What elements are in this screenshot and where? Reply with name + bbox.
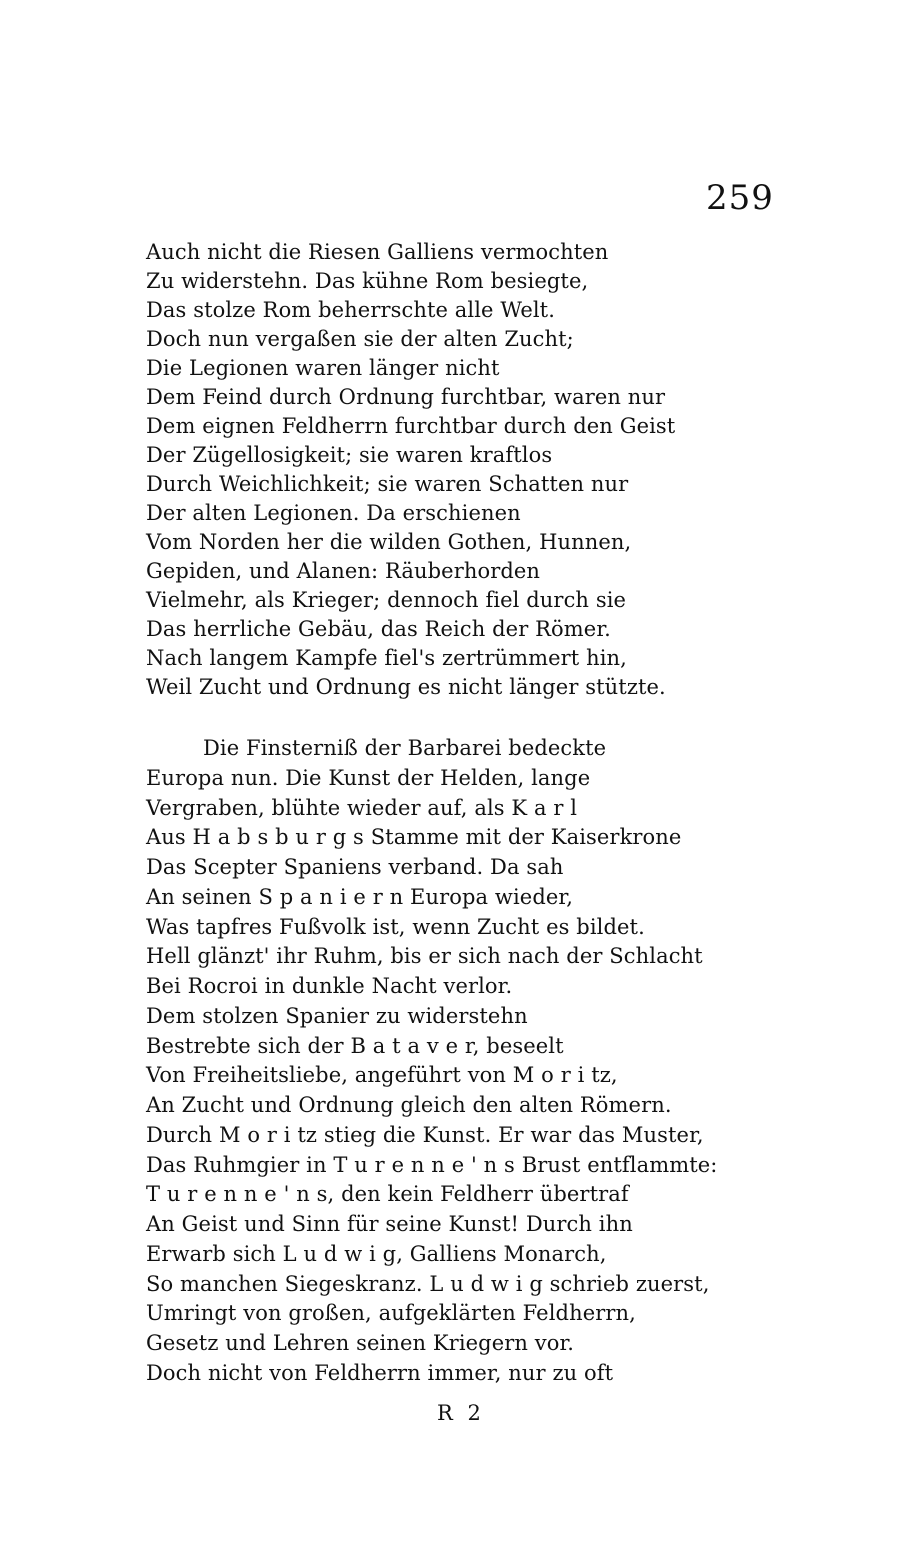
verse-line: Nach langem Kampfe fiel's zertrümmert hin, [146, 646, 627, 670]
signature-mark: R 2 [437, 1401, 485, 1425]
verse-line: T u r e n n e ' n s, den kein Feldherr übertraf [146, 1182, 629, 1206]
verse-line: Der alten Legionen. Da erschienen [146, 501, 521, 525]
verse-line: Das Ruhmgier in T u r e n n e ' n s Brust entflammte: [146, 1153, 718, 1177]
verse-line: So manchen Siegeskranz. L u d w i g schrieb zuerst, [146, 1272, 710, 1296]
verse-line: Vielmehr, als Krieger; dennoch fiel durch sie [146, 588, 627, 612]
verse-line: Erwarb sich L u d w i g, Galliens Monarch, [146, 1242, 607, 1266]
verse-line: Das Scepter Spaniens verband. Da sah [146, 855, 564, 879]
verse-line: Bestrebte sich der B a t a v e r, beseelt [146, 1034, 564, 1058]
verse-line: Von Freiheitsliebe, angeführt von M o r i tz, [146, 1063, 618, 1087]
verse-line: Europa nun. Die Kunst der Helden, lange [146, 766, 591, 790]
page-number: 259 [706, 178, 774, 218]
verse-line: Was tapfres Fußvolk ist, wenn Zucht es bildet. [146, 915, 645, 939]
verse-line: Weil Zucht und Ordnung es nicht länger stützte. [146, 675, 666, 699]
verse-line: Gesetz und Lehren seinen Kriegern vor. [146, 1331, 575, 1355]
verse-line: Hell glänzt' ihr Ruhm, bis er sich nach der Schlacht [146, 944, 703, 968]
verse-line: Dem stolzen Spanier zu widerstehn [146, 1004, 528, 1028]
verse-line: Der Zügellosigkeit; sie waren kraftlos [146, 443, 553, 467]
verse-line: Die Legionen waren länger nicht [146, 356, 500, 380]
verse-line: Das stolze Rom beherrschte alle Welt. [146, 298, 555, 322]
verse-line: Auch nicht die Riesen Galliens vermochten [146, 240, 609, 264]
verse-line: Vergraben, blühte wieder auf, als K a r l [146, 796, 578, 820]
verse-line: Die Finsterniß der Barbarei bedeckte [203, 736, 607, 760]
verse-line: Durch M o r i tz stieg die Kunst. Er war das Muster, [146, 1123, 704, 1147]
verse-line: Vom Norden her die wilden Gothen, Hunnen, [146, 530, 632, 554]
verse-line: Bei Rocroi in dunkle Nacht verlor. [146, 974, 513, 998]
verse-line: An seinen S p a n i e r n Europa wieder, [146, 885, 573, 909]
verse-line: Umringt von großen, aufgeklärten Feldherrn, [146, 1301, 636, 1325]
verse-line: An Geist und Sinn für seine Kunst! Durch ihn [146, 1212, 633, 1236]
verse-line: Aus H a b s b u r g s Stamme mit der Kaiserkrone [146, 825, 682, 849]
verse-line: Gepiden, und Alanen: Räuberhorden [146, 559, 541, 583]
verse-line: An Zucht und Ordnung gleich den alten Römern. [146, 1093, 672, 1117]
verse-line: Zu widerstehn. Das kühne Rom besiegte, [146, 269, 589, 293]
verse-line: Dem eignen Feldherrn furchtbar durch den Geist [146, 414, 676, 438]
verse-line: Doch nun vergaßen sie der alten Zucht; [146, 327, 574, 351]
verse-line: Das herrliche Gebäu, das Reich der Römer. [146, 617, 611, 641]
verse-line: Doch nicht von Feldherrn immer, nur zu oft [146, 1361, 614, 1385]
verse-line: Dem Feind durch Ordnung furchtbar, waren nur [146, 385, 666, 409]
verse-line: Durch Weichlichkeit; sie waren Schatten nur [146, 472, 629, 496]
